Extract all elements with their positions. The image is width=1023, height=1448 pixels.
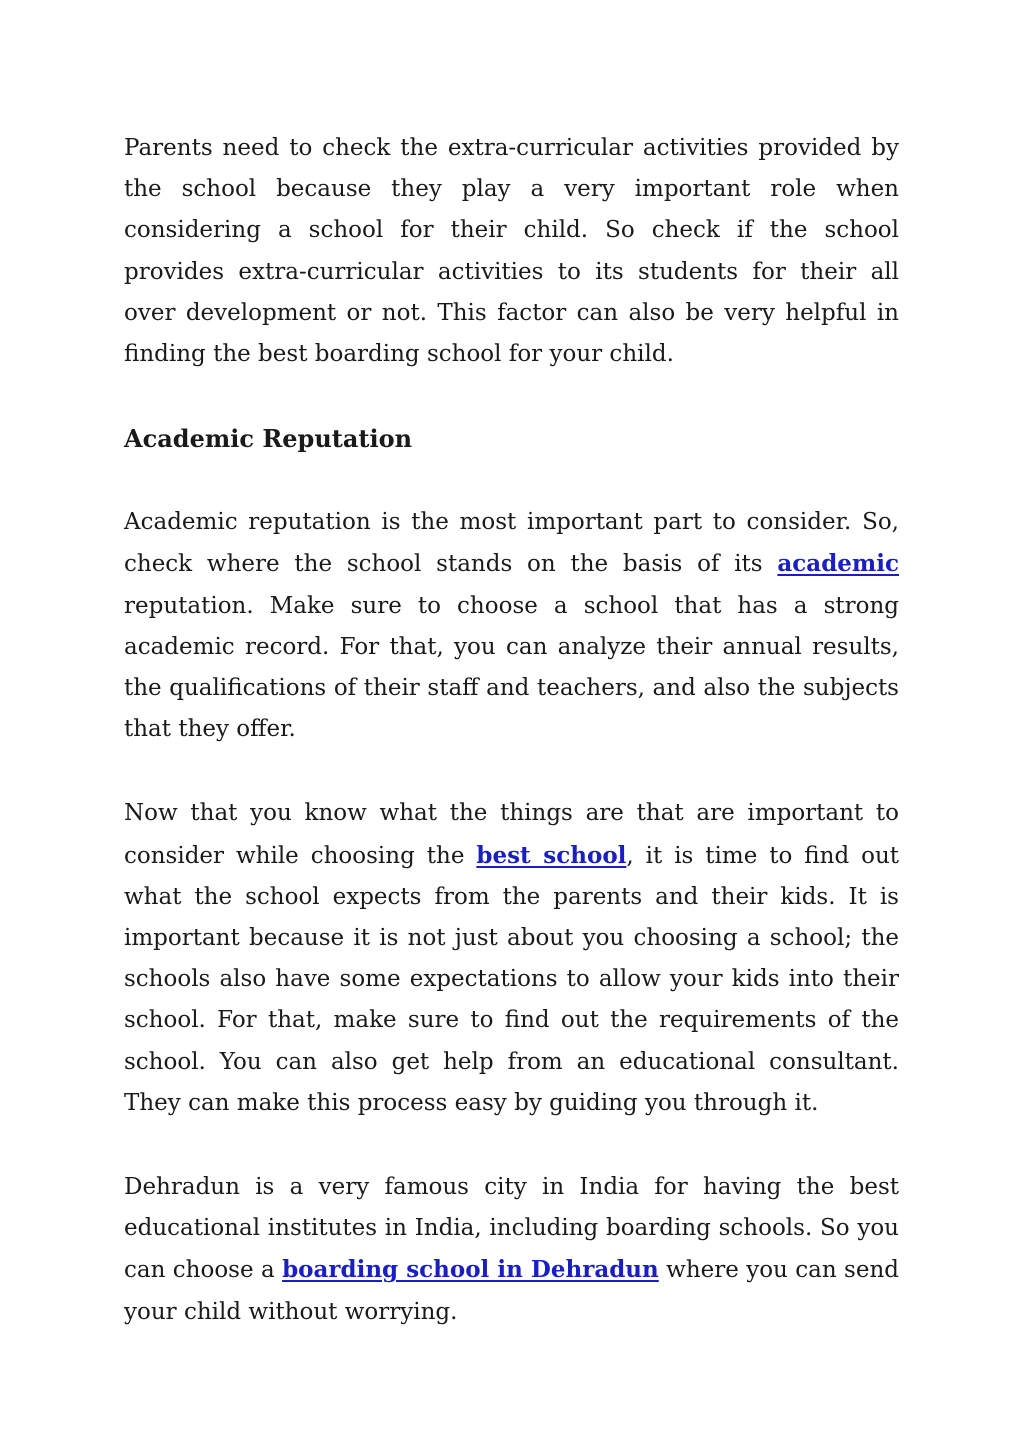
paragraph-text-after: , it is time to find out what the school expects from the parents and their kids. It is important because it is not just about you choosing a school; the schools also have some expectations to allow your kids into their school. For that, make sure to find out the requirements of the school. You can also get help from an educational consultant. They can make this process easy by guiding you through it. [124,842,900,1116]
paragraph-text-after: where you can send your child without worrying. [124,1257,899,1325]
paragraph-text-before: Now that you know what the things are that are important to consider while choosing the [124,800,899,869]
paragraph-text-before: Dehradun is a very famous city in India for having the best educational institutes in India, including boarding schools. So you can choose a [124,1174,899,1284]
paragraph-academic-reputation [124,502,899,750]
paragraph-extracurricular [124,128,899,375]
paragraph-text-before: Academic reputation is the most important part to consider. So, check where the school stands on the basis of its [124,509,899,578]
paragraph-dehradun [124,1167,899,1333]
best-school-link[interactable]: best school [476,841,627,869]
paragraph-school-expectations [124,793,899,1124]
boarding-school-dehradun-link[interactable]: boarding school in Dehradun [282,1256,659,1284]
academic-link[interactable]: academic [777,550,899,578]
paragraph-text-after: reputation. Make sure to choose a school that has a strong academic record. For that, you can analyze their annual results, the qualifications of their staff and teachers, and also the subjects that they offer. [124,592,899,743]
document-page [124,128,899,1376]
section-heading-academic-reputation: Academic Reputation [124,424,413,454]
paragraph-text: Parents need to check the extra-curricular activities provided by the school because they play a very important role when considering a school for their child. So check if the school provides extra-curricular activities to its students for their all over development or not. This factor can also be very helpful in finding the best boarding school for your child. [124,135,899,368]
